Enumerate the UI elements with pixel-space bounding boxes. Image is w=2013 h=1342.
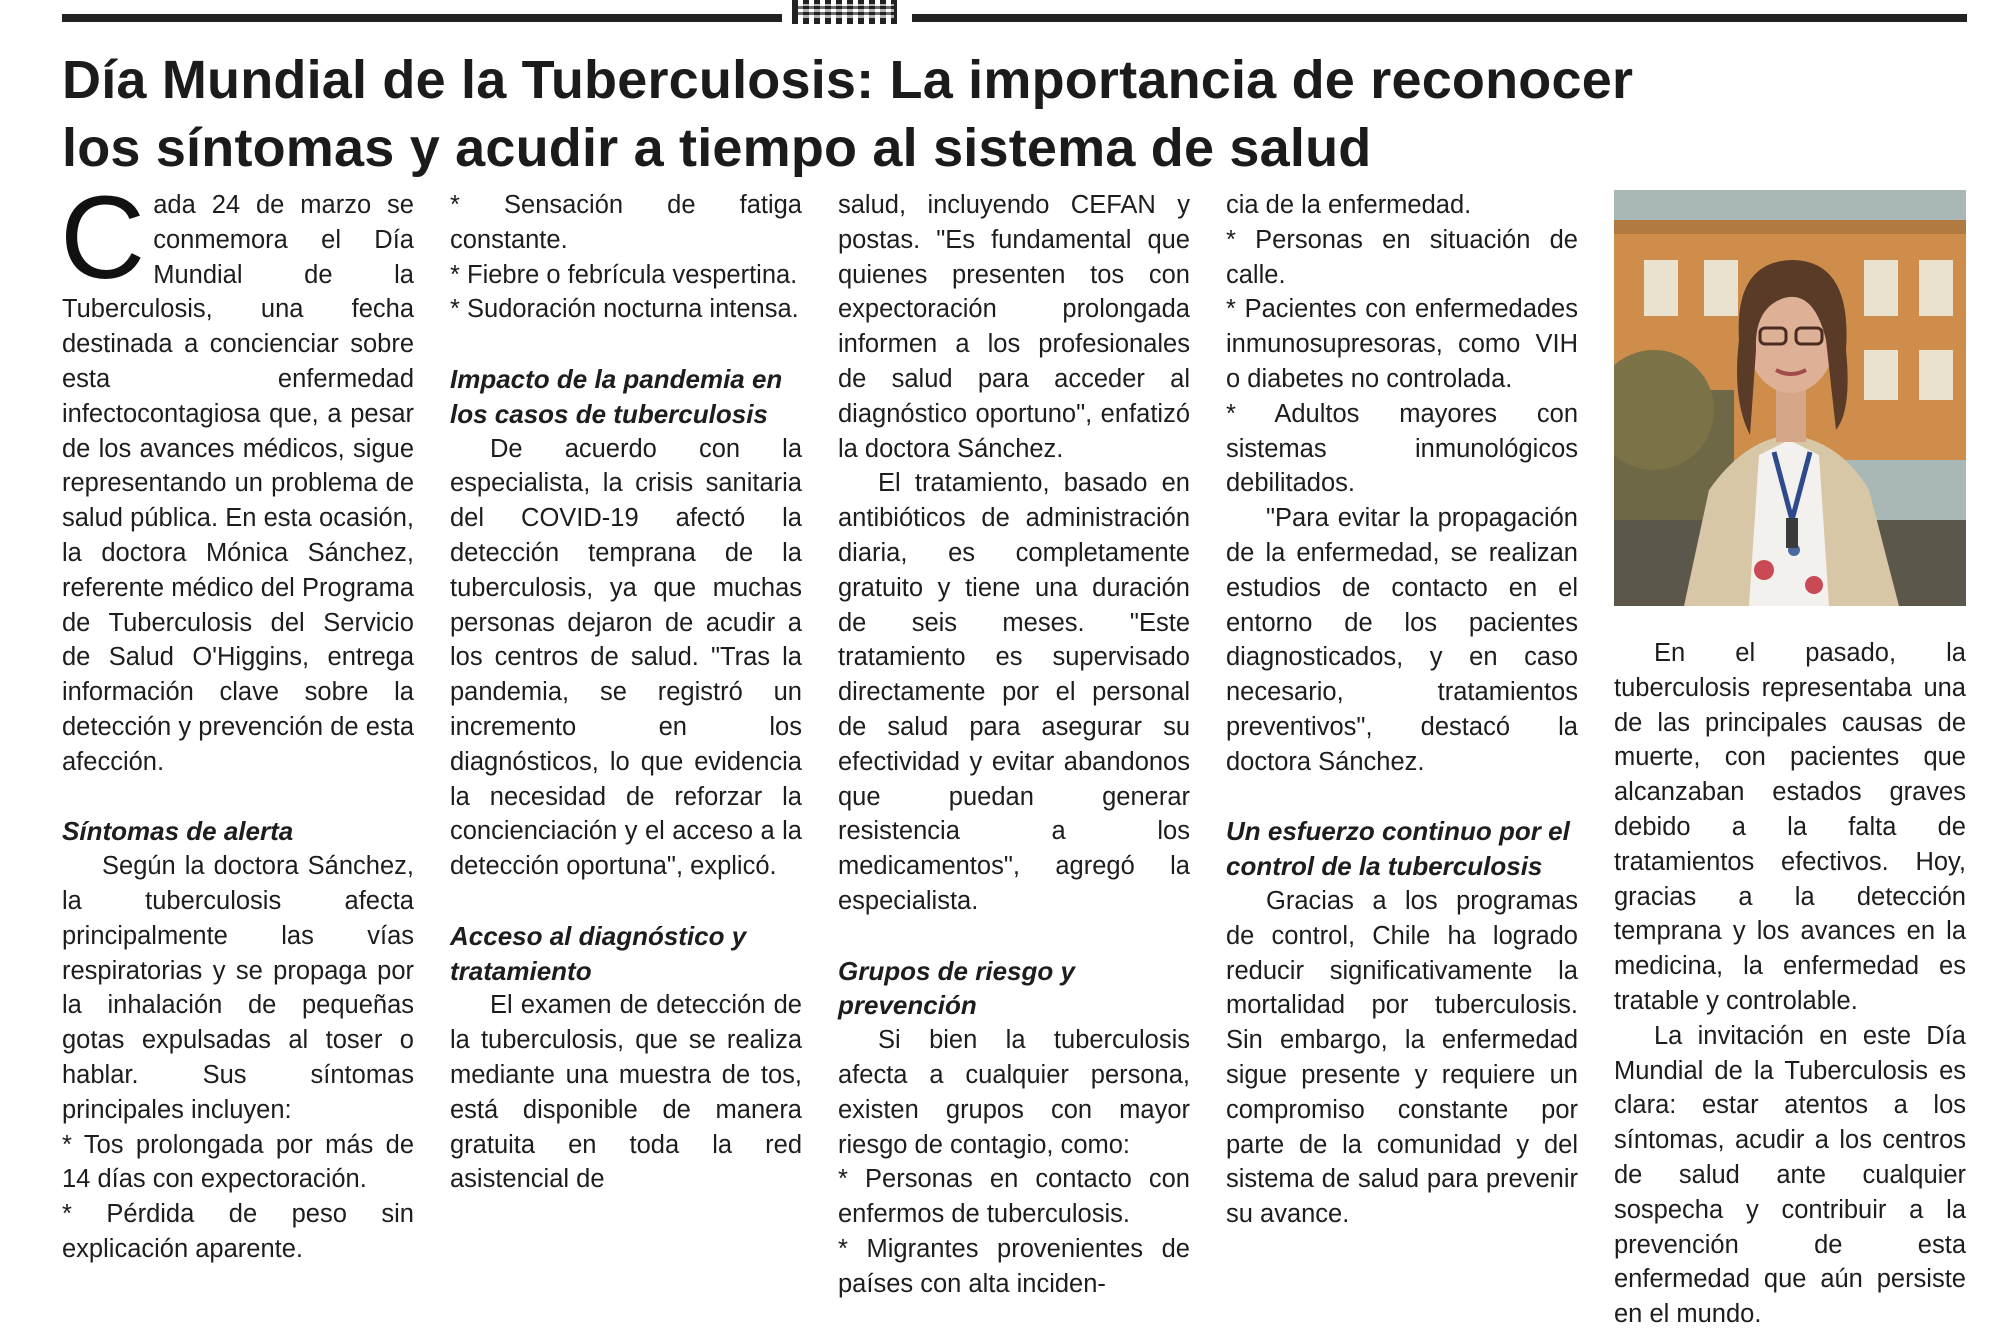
subhead-sintomas: Síntomas de alerta <box>62 816 294 847</box>
bullet-item: * Fiebre o febrícula vespertina. <box>450 260 798 289</box>
paragraph: Si bien la tuberculosis afecta a cualquier persona, existen grupos con mayor riesgo de contagio, como: <box>838 1026 1190 1159</box>
subhead-grupos: Grupos de riesgo y prevención <box>838 955 1075 1021</box>
article-column-3 <box>838 188 1190 1302</box>
qr-code-icon <box>792 0 902 24</box>
article-column-4 <box>1226 188 1578 1232</box>
article-column-2 <box>450 188 802 1197</box>
subhead-impacto: Impacto de la pandemia en los casos de tuberculosis <box>450 363 783 429</box>
article-column-1 <box>60 172 414 1267</box>
paragraph: En el pasado, la tuberculosis representaba una de las principales causas de muerte, con pacientes que alcanzaban estados graves debido a la falta de tratamientos efectivos. Hoy, gracias a la detección temprana y los avances en la medicina, la enfermedad es tratable y controlable. <box>1614 639 1966 1015</box>
bullet-item: * Sensación de fatiga constante. <box>450 191 802 254</box>
drop-cap: C <box>60 172 146 304</box>
doctor-portrait-photo <box>1614 190 1966 606</box>
top-rule-right <box>912 14 1967 22</box>
paragraph: De acuerdo con la especialista, la crisis sanitaria del COVID-19 afectó la detección temprana de la tuberculosis, ya que muchas personas dejaron de acudir a los centros de salud. "Tras la pandemia, se registró un incremento en los diagnósticos, lo que evidencia la necesidad de reforzar la concienciación y el acceso a la detección oportuna", explicó. <box>450 434 802 881</box>
paragraph: Según la doctora Sánchez, la tuberculosis afecta principalmente las vías respiratorias y se propaga por la inhalación de pequeñas gotas expulsadas al toser o hablar. Sus síntomas principales incluyen: <box>62 852 414 1124</box>
subhead-esfuerzo: Un esfuerzo continuo por el control de la tuberculosis <box>1226 816 1570 882</box>
paragraph: Gracias a los programas de control, Chile ha logrado reducir significativamente la mortalidad por tuberculosis. Sin embargo, la enfermedad sigue presente y requiere un compromiso constante por parte de la comunidad y del sistema de salud para prevenir su avance. <box>1226 886 1578 1229</box>
top-rule-left <box>62 14 782 22</box>
article-headline <box>62 46 1962 182</box>
paragraph: cia de la enfermedad. <box>1226 191 1472 219</box>
headline-line-1: Día Mundial de la Tuberculosis: La importancia de reconocer <box>62 50 1634 110</box>
subhead-acceso: Acceso al diagnóstico y tratamiento <box>450 920 747 986</box>
article-column-5 <box>1614 636 1966 1332</box>
intro-paragraph: ada 24 de marzo se conmemora el Día Mundial de la Tuberculosis, una fecha destinada a concienciar sobre esta enfermedad infectocontagiosa que, a pesar de los avances médicos, sigue representando un problema de salud pública. En esta ocasión, la doctora Mónica Sánchez, referente médico del Programa de Tuberculosis del Servicio de Salud O'Higgins, entrega información clave sobre la detección y prevención de esta afección. <box>62 191 414 776</box>
bullet-item: * Sudoración nocturna intensa. <box>450 295 799 324</box>
headline-line-2: los síntomas y acudir a tiempo al sistema de salud <box>62 118 1372 178</box>
bullet-item: * Pacientes con enfermedades inmunosupresoras, como VIH o diabetes no controlada. <box>1226 295 1578 393</box>
bullet-item: * Pérdida de peso sin explicación aparente. <box>62 1200 414 1263</box>
paragraph: El tratamiento, basado en antibióticos de administración diaria, es completamente gratuito y tiene una duración de seis meses. "Este tratamiento es supervisado directamente por el personal de salud para asegurar su efectividad y evitar abandonos que puedan generar resistencia a los medicamentos", agregó la especialista. <box>838 469 1190 915</box>
bullet-item: * Personas en contacto con enfermos de tuberculosis. <box>838 1165 1190 1229</box>
paragraph: El examen de detección de la tuberculosis, que se realiza mediante una muestra de tos, está disponible de manera gratuita en toda la red asistencial de <box>450 991 802 1194</box>
paragraph: salud, incluyendo CEFAN y postas. "Es fundamental que quienes presenten tos con expectoración prolongada informen a los profesionales de salud para acceder al diagnóstico oportuno", enfatizó la doctora Sánchez. <box>838 191 1190 463</box>
bullet-item: * Adultos mayores con sistemas inmunológicos debilitados. <box>1226 399 1578 498</box>
paragraph: "Para evitar la propagación de la enfermedad, se realizan estudios de contacto en el entorno de los pacientes diagnosticados, y en caso necesario, tratamientos preventivos", destacó la doctora Sánchez. <box>1226 504 1578 776</box>
bullet-item: * Tos prolongada por más de 14 días con expectoración. <box>62 1130 414 1194</box>
bullet-item: * Personas en situación de calle. <box>1226 225 1578 289</box>
paragraph: La invitación en este Día Mundial de la Tuberculosis es clara: estar atentos a los síntomas, acudir a los centros de salud ante cualquier sospecha y contribuir a la prevención de esta enfermedad que aún persiste en el mundo. <box>1614 1021 1966 1329</box>
bullet-item: * Migrantes provenientes de países con alta inciden- <box>838 1234 1190 1298</box>
